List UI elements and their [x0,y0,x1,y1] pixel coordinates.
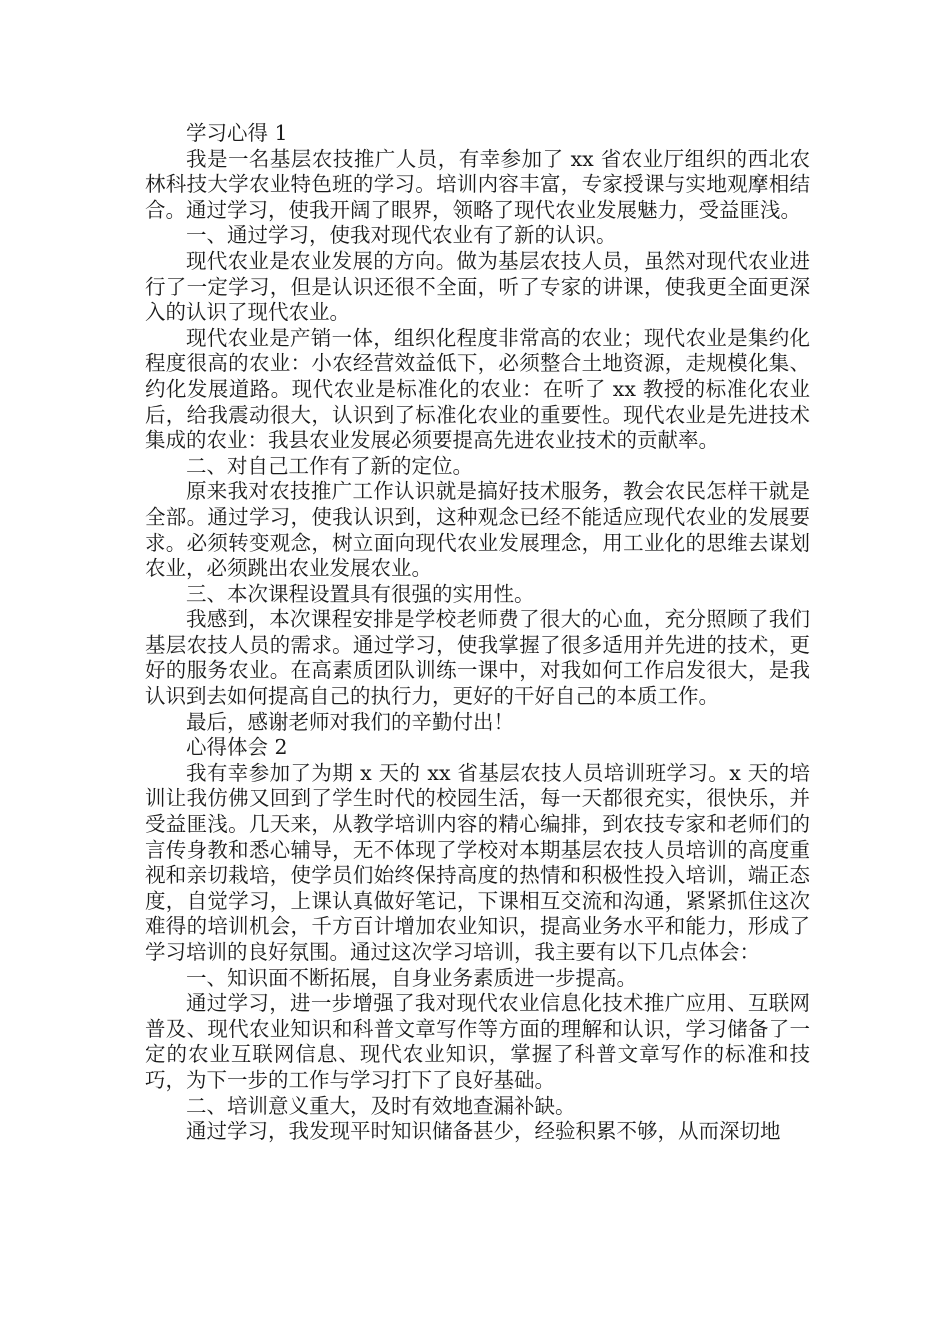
paragraph: 我有幸参加了为期 x 天的 xx 省基层农技人员培训班学习。x 天的培训让我仿佛又回到了学生时代的校园生活，每一天都很充实，很快乐，并受益匪浅。几天来，从教学培训内容的精心编排，到农技专家和老师们的言传身教和悉心辅导，无不体现了学校对本期基层农技人员培训的高度重视和亲切栽培，使学员们始终保持高度的热情和积极性投入培训，端正态度，自觉学习，上课认真做好笔记，下课相互交流和沟通，紧紧抓住这次难得的培训机会，千方百计增加农业知识，提高业务水平和能力，形成了学习培训的良好氛围。通过这次学习培训，我主要有以下几点体会： [145,760,810,964]
paragraph: 通过学习，进一步增强了我对现代农业信息化技术推广应用、互联网普及、现代农业知识和科普文章写作等方面的理解和认识，学习储备了一定的农业互联网信息、现代农业知识，掌握了科普文章写作的标准和技巧，为下一步的工作与学习打下了良好基础。 [145,991,810,1092]
section-heading: 三、本次课程设置具有很强的实用性。 [186,581,535,606]
paragraph: 我是一名基层农技推广人员，有幸参加了 xx 省农业厅组织的西北农林科技大学农业特色班的学习。培训内容丰富，专家授课与实地观摩相结合。通过学习，使我开阔了眼界，领略了现代农业发展魅力，受益匪浅。 [145,146,810,222]
heading-1: 学习心得 1 [186,121,288,145]
paragraph: 现代农业是产销一体，组织化程度非常高的农业；现代农业是集约化程度很高的农业：小农经营效益低下，必须整合土地资源，走规模化集、约化发展道路。现代农业是标准化的农业：在听了 xx 教授的标准化农业后，给我震动很大，认识到了标准化农业的重要性。现代农业是先进技术集成的农业：我县农业发展必须要提高先进农业技术的贡献率。 [145,325,810,453]
paragraph: 通过学习，我发现平时知识储备甚少，经验积累不够，从而深切地 [186,1119,781,1144]
section-heading: 二、对自己工作有了新的定位。 [186,453,473,478]
section-heading: 二、培训意义重大，及时有效地查漏补缺。 [186,1093,576,1118]
section-heading: 一、知识面不断拓展，自身业务素质进一步提高。 [186,965,637,990]
paragraph: 我感到，本次课程安排是学校老师费了很大的心血，充分照顾了我们基层农技人员的需求。通过学习，使我掌握了很多适用并先进的技术，更好的服务农业。在高素质团队训练一课中，对我如何工作启发很大，是我认识到去如何提高自己的执行力，更好的干好自己的本质工作。 [145,607,810,709]
heading-2: 心得体会 2 [186,735,288,760]
section-heading: 一、通过学习，使我对现代农业有了新的认识。 [186,223,617,248]
document-body [145,121,810,1145]
paragraph: 原来我对农技推广工作认识就是搞好技术服务，教会农民怎样干就是全部。通过学习，使我认识到，这种观念已经不能适应现代农业的发展要求。必须转变观念，树立面向现代农业发展理念，用工业化的思维去谋划农业，必须跳出农业发展农业。 [145,479,810,581]
paragraph: 现代农业是农业发展的方向。做为基层农技人员，虽然对现代农业进行了一定学习，但是认识还很不全面，听了专家的讲课，使我更全面更深入的认识了现代农业。 [145,248,810,325]
paragraph: 最后，感谢老师对我们的辛勤付出！ [186,709,514,734]
